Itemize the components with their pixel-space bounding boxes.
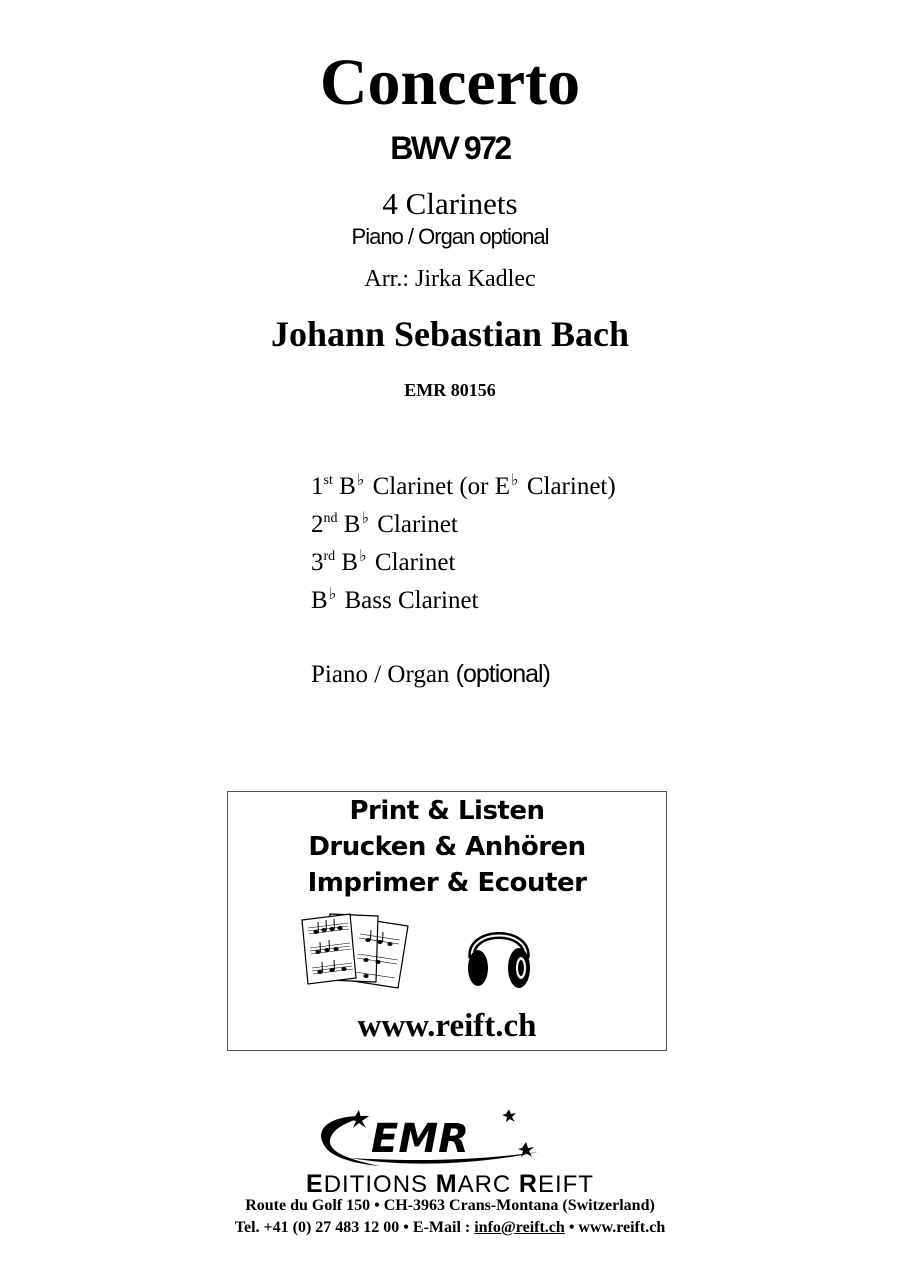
part-ordinal-suffix: st — [323, 473, 333, 488]
arranger: Arr.: Jirka Kadlec — [364, 266, 536, 292]
flat-icon: ♭ — [359, 548, 367, 565]
page-title: Concerto — [319, 46, 581, 119]
promo-url: www.reift.ch — [357, 1008, 537, 1044]
work-catalog-number: BWV 972 — [390, 130, 510, 166]
part-name: Clarinet (or E — [372, 473, 511, 500]
flat-icon: ♭ — [511, 472, 519, 489]
part-item — [311, 582, 616, 620]
part-ordinal-suffix: rd — [323, 549, 336, 564]
part-name: Clarinet — [377, 511, 458, 538]
parts-list — [311, 468, 616, 620]
publisher-address: Route du Golf 150 • CH-3963 Crans-Montana (Switzerland) — [245, 1197, 655, 1214]
flat-icon: ♭ — [361, 510, 369, 527]
part-ordinal: 1 — [311, 473, 324, 500]
publisher-name: EDITIONS MARC REIFT — [306, 1170, 594, 1198]
part-name: Clarinet — [374, 549, 456, 576]
part-key: B — [339, 473, 356, 500]
part-ordinal: 2 — [311, 511, 324, 538]
part-ordinal: 3 — [311, 549, 324, 576]
optional-note: (optional) — [455, 660, 550, 688]
publisher-email-link[interactable]: info@reift.ch — [474, 1219, 565, 1236]
promo-line-english: Print & Listen — [349, 796, 545, 826]
logo-text: EMR — [371, 1116, 469, 1162]
promo-line-french: Imprimer & Ecouter — [307, 868, 587, 898]
print-listen-box — [227, 791, 667, 1051]
optional-parts-label: Piano / Organ — [311, 661, 450, 688]
part-key: B — [343, 511, 361, 538]
flat-icon: ♭ — [328, 586, 337, 603]
edition-number: EMR 80156 — [404, 380, 496, 400]
instrumentation: 4 Clarinets — [382, 186, 518, 221]
promo-line-german: Drucken & Anhören — [308, 832, 586, 862]
emr-logo — [310, 1110, 540, 1170]
part-item — [311, 506, 616, 544]
publisher-website: • www.reift.ch — [564, 1219, 666, 1236]
part-ordinal-suffix: nd — [323, 511, 338, 526]
part-name: Bass Clarinet — [344, 587, 479, 614]
part-key: B — [341, 549, 359, 576]
part-item — [311, 544, 616, 582]
headphones-icon — [464, 914, 534, 992]
part-item — [311, 468, 616, 506]
flat-icon: ♭ — [356, 472, 365, 489]
publisher-contact — [0, 1219, 900, 1237]
part-key: B — [311, 587, 328, 614]
optional-parts — [311, 660, 550, 689]
publisher-phone: Tel. +41 (0) 27 483 12 00 • E-Mail : — [234, 1219, 475, 1236]
composer: Johann Sebastian Bach — [270, 314, 630, 354]
part-name-tail: Clarinet) — [526, 473, 616, 500]
sheet-music-icon — [300, 912, 412, 990]
optional-instrumentation: Piano / Organ optional — [351, 224, 549, 249]
